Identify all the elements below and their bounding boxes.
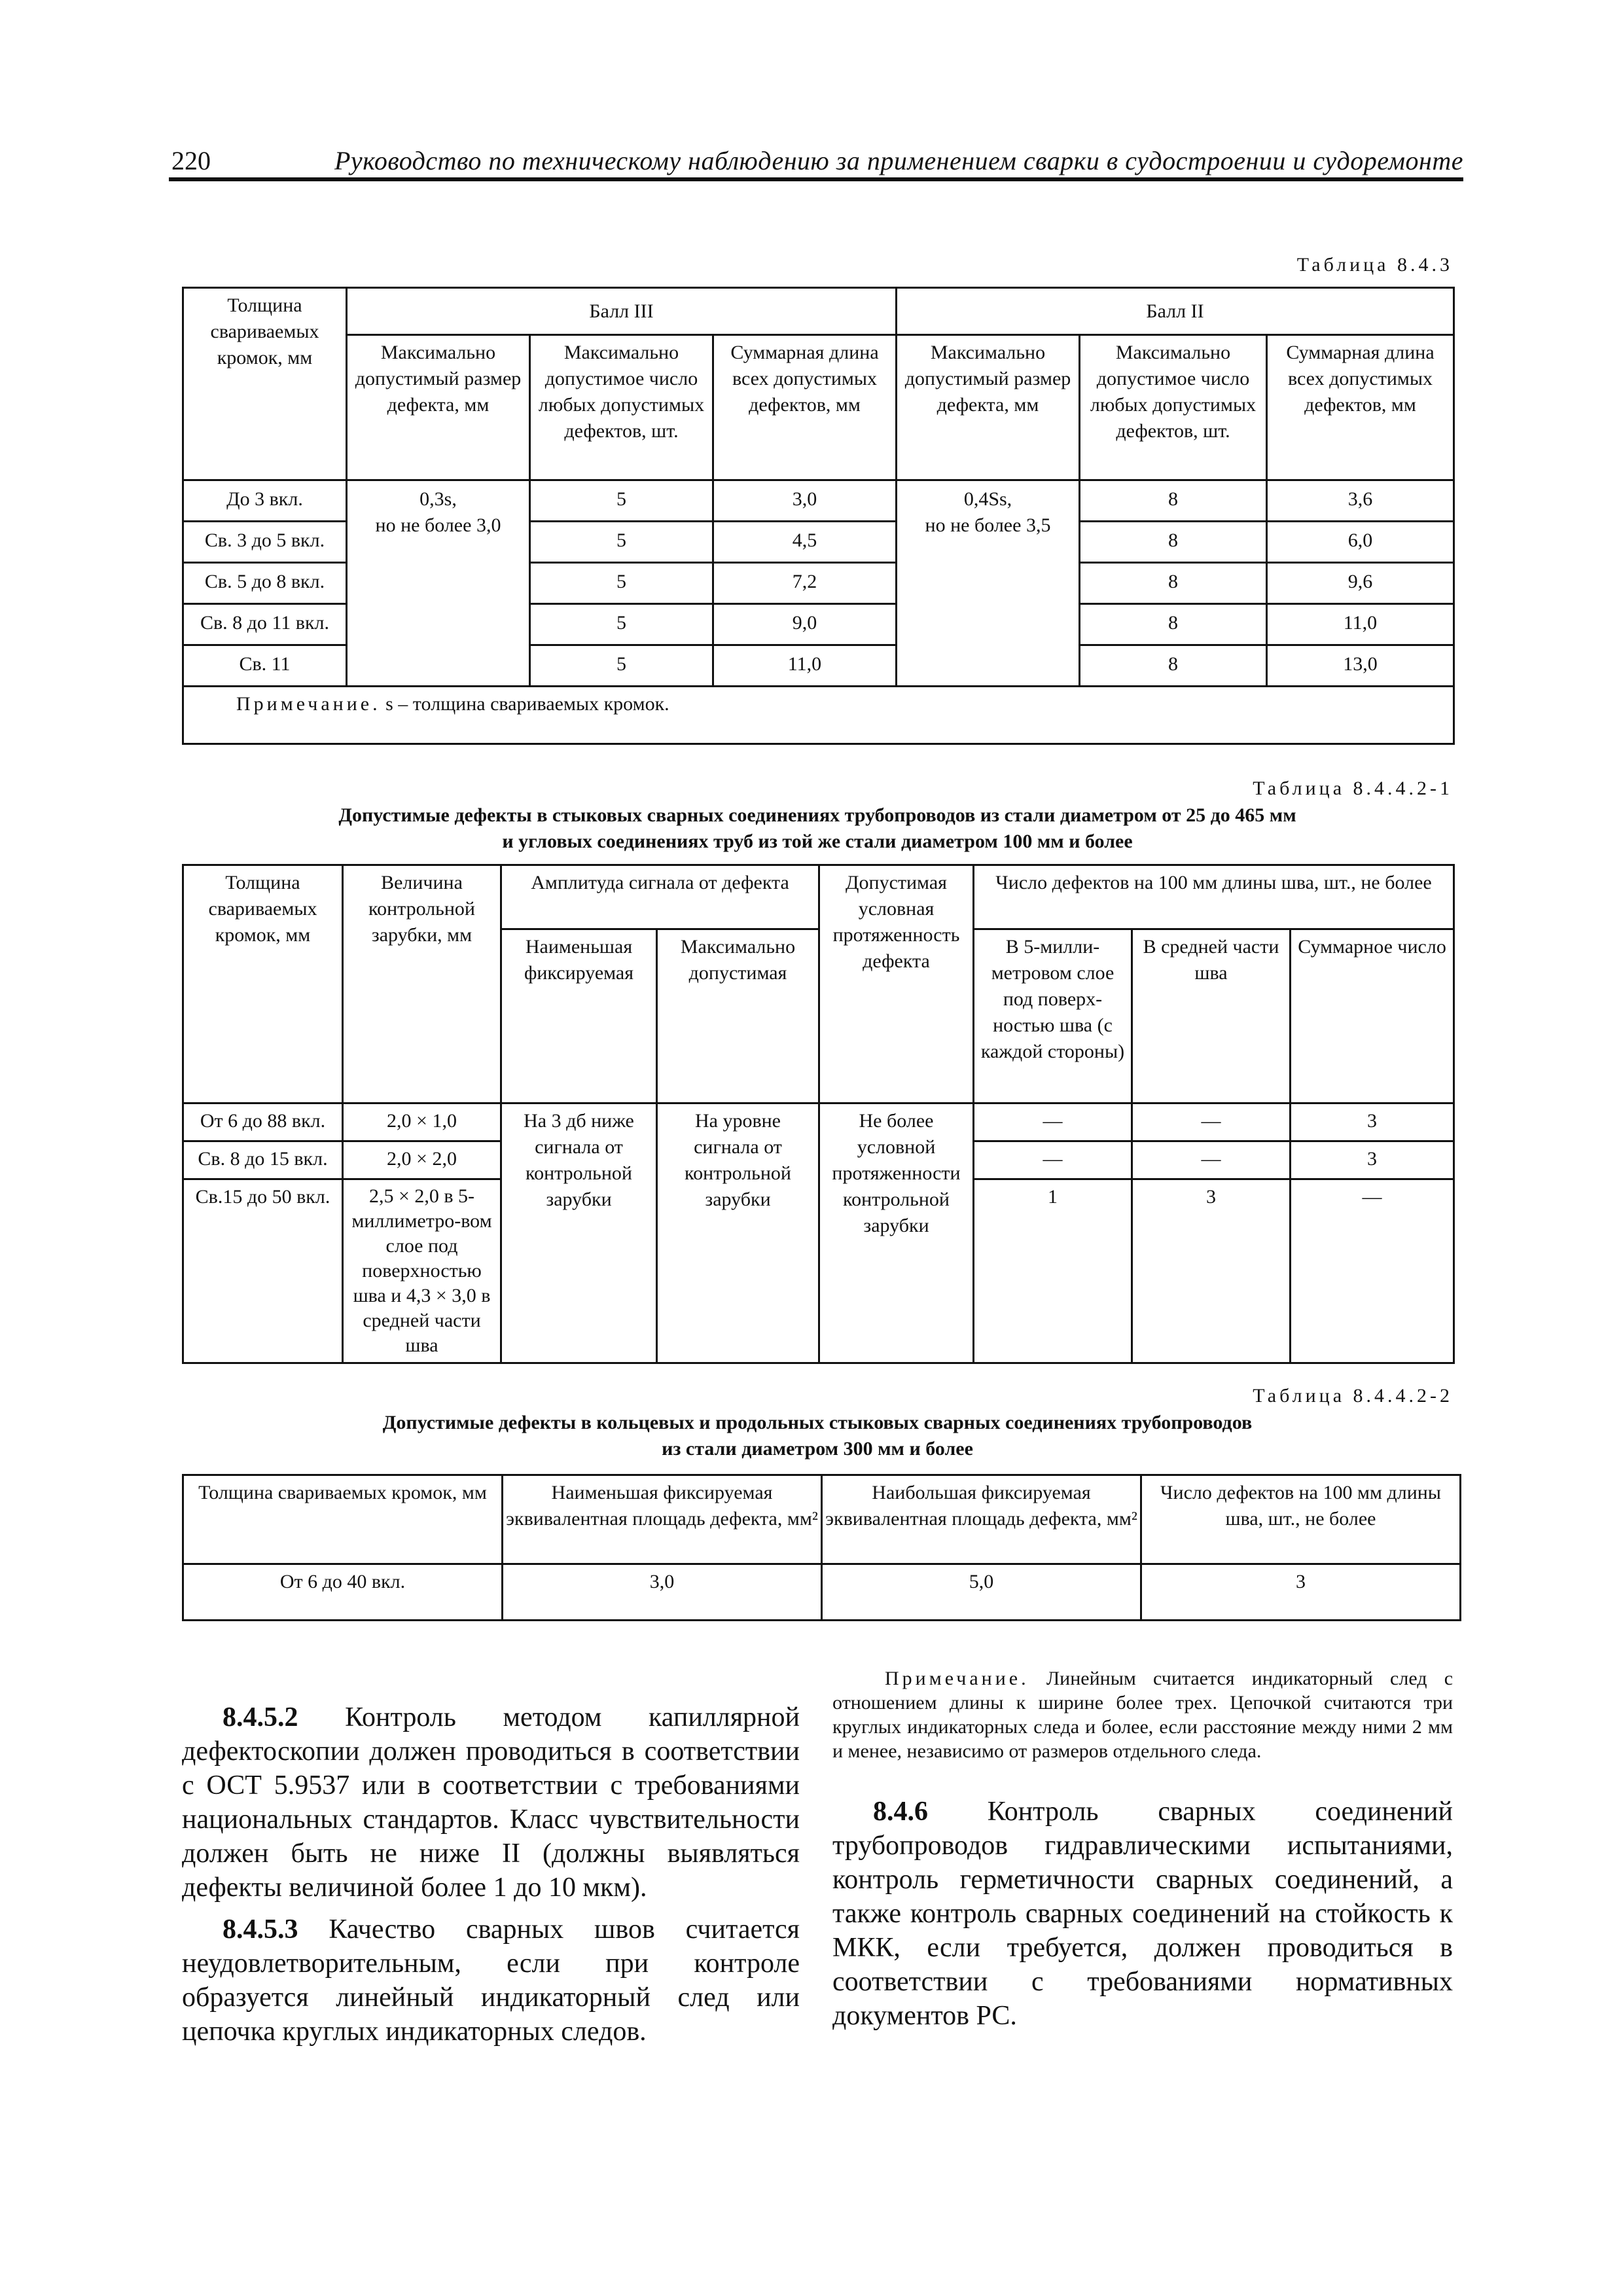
table-cell: 13,0 [1267, 645, 1454, 687]
page-header [169, 145, 1463, 182]
table-cell: От 6 до 40 вкл. [183, 1564, 503, 1621]
running-title: Руководство по техническому наблюдению за применением сварки в судостроении и судоремонте [334, 146, 1463, 175]
table-8-4-4-2-1 [182, 864, 1455, 1364]
table-note [183, 687, 1454, 744]
header-thickness: Толщина свариваемых кромок, мм [183, 288, 347, 480]
table-cell: 8 [1080, 604, 1267, 645]
table-cell: 9,0 [713, 604, 897, 645]
note-paragraph [832, 1666, 1453, 1763]
table-title-8-4-4-2-1 [182, 802, 1453, 855]
paragraph-8-4-5-2 [182, 1700, 800, 1905]
table-cell: 5 [530, 480, 713, 522]
table-cell: 3,0 [713, 480, 897, 522]
table-cell: 3,6 [1267, 480, 1454, 522]
table-8-4-3 [182, 287, 1455, 745]
header-total: Суммарное число [1291, 929, 1454, 1103]
table-8-4-4-2-2 [182, 1474, 1461, 1621]
table-cell: 5 [530, 604, 713, 645]
table-cell: Св. 8 до 11 вкл. [183, 604, 347, 645]
header-defect-count: Число дефектов на 100 мм длины шва, шт., не более [1141, 1475, 1461, 1564]
table-cell: От 6 до 88 вкл. [183, 1103, 343, 1141]
table-cell: 3,0 [503, 1564, 822, 1621]
table-cell: 8 [1080, 522, 1267, 563]
table-cell: 11,0 [713, 645, 897, 687]
header-thickness: Толщина свариваемых кромок, мм [183, 865, 343, 1103]
table-cell: 2,0 × 2,0 [343, 1141, 501, 1179]
table-cell: 4,5 [713, 522, 897, 563]
right-column [832, 1666, 1453, 2033]
note-label: Примечание. [236, 693, 381, 715]
table-cell: — [974, 1141, 1132, 1179]
table-cell: 7,2 [713, 563, 897, 604]
header-grade-II: Балл II [897, 288, 1454, 335]
table-title-8-4-4-2-2 [182, 1410, 1453, 1462]
table-cell: 3 [1141, 1564, 1461, 1621]
table-cell: Св.15 до 50 вкл. [183, 1179, 343, 1363]
amp-min-value: На 3 дб ниже сигнала от контрольной зарубки [501, 1103, 657, 1363]
table-cell: 11,0 [1267, 604, 1454, 645]
table-cell: 5 [530, 645, 713, 687]
header-thickness: Толщина свариваемых кромок, мм [183, 1475, 503, 1564]
II-size-line-1: 0,4Ss, [963, 488, 1012, 510]
III-size-line-1: 0,3s, [419, 488, 457, 510]
table-caption-8-4-4-2-1: Таблица 8.4.4.2-1 [1253, 778, 1453, 799]
section-number: 8.4.5.2 [223, 1702, 298, 1732]
table-cell: 5 [530, 563, 713, 604]
table-cell: 3 [1291, 1103, 1454, 1141]
table-cell: 5 [530, 522, 713, 563]
table-title-line-2: из стали диаметром 300 мм и более [662, 1438, 973, 1460]
header-III-max-count: Максимально допустимое число любых допустимых дефектов, шт. [530, 335, 713, 480]
paragraph-text: Контроль методом капиллярной дефектоскопии должен проводиться в соответствии с ОСТ 5.9537 или в соответствии с требованиями национальных стандартов. Класс чувствительности должен быть не ниже II (должны выявляться дефекты величиной более 1 до 10 мкм). [182, 1702, 800, 1903]
header-III-total-length: Суммарная длина всех допустимых дефектов, мм [713, 335, 897, 480]
table-cell: 8 [1080, 480, 1267, 522]
table-title-line-1: Допустимые дефекты в стыковых сварных соединениях трубопроводов из стали диаметром от 25 до 465 мм [338, 804, 1296, 826]
header-amplitude: Амплитуда сигнала от дефекта [501, 865, 819, 929]
paragraph-text: Контроль сварных соединений трубопроводов гидравлическими испытаниями, контроль герметичности сварных соединений, а также контроль сварных соединений на стойкость к МКК, если требуется, должен проводиться в соответствии с требованиями нормативных документов РС. [832, 1797, 1454, 2031]
table-cell: — [1132, 1141, 1291, 1179]
table-cell: Св. 5 до 8 вкл. [183, 563, 347, 604]
table-cell: — [1132, 1103, 1291, 1141]
header-rule [169, 177, 1463, 181]
header-II-max-size: Максимально допустимый размер дефекта, мм [897, 335, 1080, 480]
II-max-size-value [897, 480, 1080, 687]
table-cell: — [1291, 1179, 1454, 1363]
table-title-line-1: Допустимые дефекты в кольцевых и продольных стыковых сварных соединениях трубопроводов [382, 1412, 1253, 1433]
header-length: Допустимая условная протяженность дефекта [819, 865, 974, 1103]
table-cell: 1 [974, 1179, 1132, 1363]
header-II-max-count: Максимально допустимое число любых допустимых дефектов, шт. [1080, 335, 1267, 480]
header-notch: Величина контрольной зарубки, мм [343, 865, 501, 1103]
II-size-line-2: но не более 3,5 [925, 514, 1051, 536]
table-cell: 3 [1291, 1141, 1454, 1179]
header-II-total-length: Суммарная длина всех допустимых дефектов, мм [1267, 335, 1454, 480]
note-text: Линейным считается индикаторный след с отношением длины к ширине более трех. Цепочкой считаются три круглых индикаторных следа и более, если расстояние между ними 2 мм и менее, независимо от размеров отдельного следа. [832, 1668, 1454, 1762]
page-number: 220 [171, 146, 211, 175]
table-cell: 9,6 [1267, 563, 1454, 604]
section-number: 8.4.5.3 [223, 1914, 298, 1945]
header-defect-count: Число дефектов на 100 мм длины шва, шт., не более [974, 865, 1454, 929]
table-cell: 5,0 [822, 1564, 1141, 1621]
paragraph-8-4-5-3 [182, 1912, 800, 2049]
header-middle: В средней части шва [1132, 929, 1291, 1103]
header-min-area: Наименьшая фиксируемая эквивалентная площадь дефекта, мм² [503, 1475, 822, 1564]
table-title-line-2: и угловых соединениях труб из той же стали диаметром 100 мм и более [502, 831, 1133, 852]
table-cell: 2,0 × 1,0 [343, 1103, 501, 1141]
III-size-line-2: но не более 3,0 [375, 514, 501, 536]
table-cell: — [974, 1103, 1132, 1141]
section-number: 8.4.6 [873, 1797, 928, 1827]
table-cell: До 3 вкл. [183, 480, 347, 522]
paragraph-text: Качество сварных швов считается неудовлетворительным, если при контроле образуется линейный индикаторный след или цепочка круглых индикаторных следов. [182, 1914, 800, 2047]
table-cell: 8 [1080, 563, 1267, 604]
note-text: s – толщина свариваемых кромок. [385, 693, 669, 715]
table-cell: 3 [1132, 1179, 1291, 1363]
paragraph-8-4-6 [832, 1795, 1453, 2033]
header-grade-III: Балл III [347, 288, 897, 335]
header-III-max-size: Максимально допустимый размер дефекта, мм [347, 335, 530, 480]
table-cell: 8 [1080, 645, 1267, 687]
table-caption-8-4-3: Таблица 8.4.3 [1296, 254, 1453, 276]
table-caption-8-4-4-2-2: Таблица 8.4.4.2-2 [1253, 1385, 1453, 1407]
header-surface-layer: В 5-милли-метровом слое под поверх-ностью шва (с каждой стороны) [974, 929, 1132, 1103]
table-cell: Св. 3 до 5 вкл. [183, 522, 347, 563]
header-amp-min: Наименьшая фиксируемая [501, 929, 657, 1103]
table-cell: 6,0 [1267, 522, 1454, 563]
III-max-size-value [347, 480, 530, 687]
amp-max-value: На уровне сигнала от контрольной зарубки [657, 1103, 819, 1363]
left-column [182, 1700, 800, 2049]
note-label: Примечание. [885, 1668, 1029, 1689]
table-cell: 2,5 × 2,0 в 5-миллиметро-вом слое под поверхностью шва и 4,3 × 3,0 в средней части шва [343, 1179, 501, 1363]
table-cell: Св. 11 [183, 645, 347, 687]
header-amp-max: Максимально допустимая [657, 929, 819, 1103]
header-max-area: Наибольшая фиксируемая эквивалентная площадь дефекта, мм² [822, 1475, 1141, 1564]
length-value: Не более условной протяженности контрольной зарубки [819, 1103, 974, 1363]
table-cell: Св. 8 до 15 вкл. [183, 1141, 343, 1179]
